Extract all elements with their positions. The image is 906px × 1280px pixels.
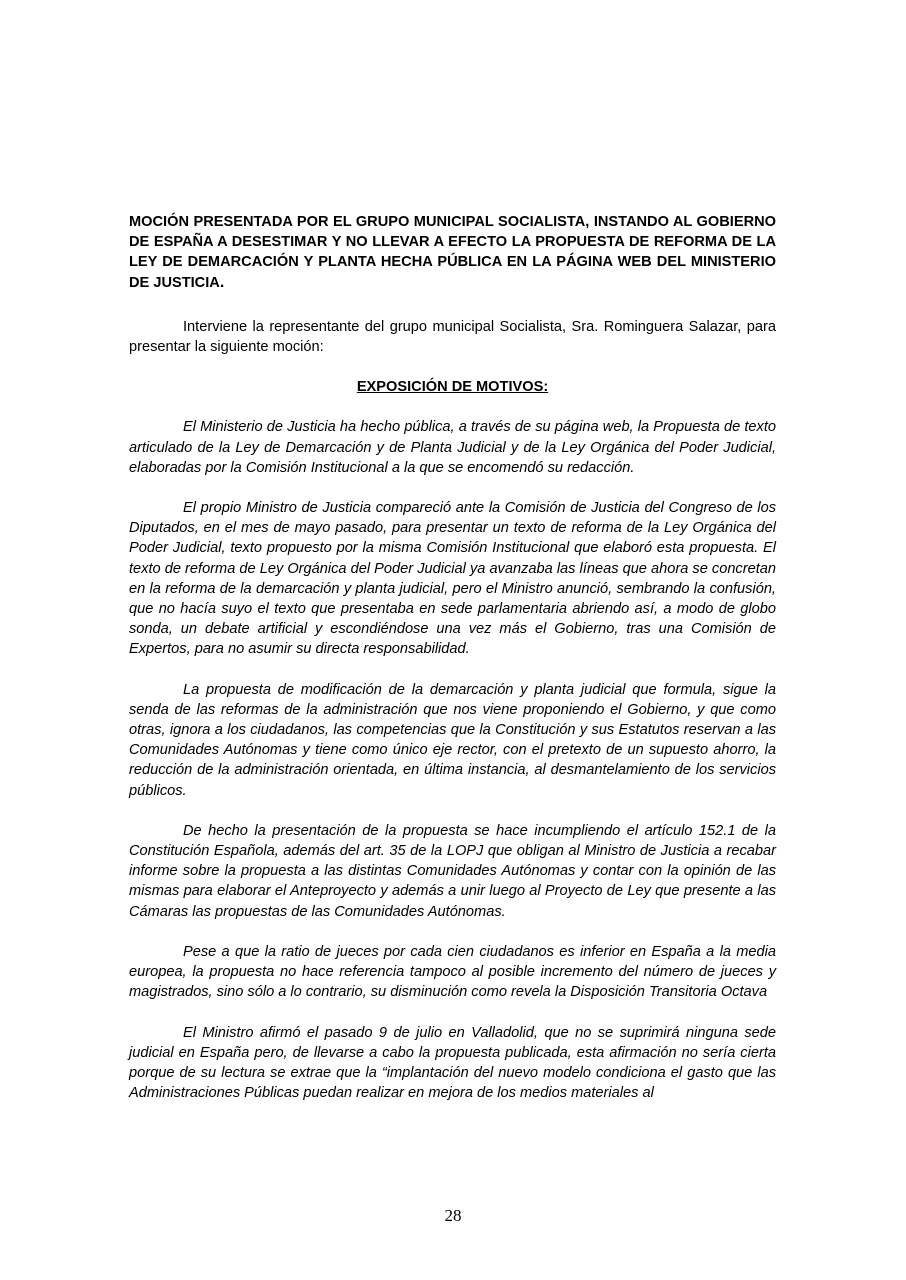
body-paragraph-4: De hecho la presentación de la propuesta se hace incumpliendo el artículo 152.1 de la Constitución Española, además del art. 35 de la LOPJ que obligan al Ministro de Justicia a recabar informe sobre la propuesta a las distintas Comunidades Autónomas y contar con la opinión de las mismas para elaborar el Anteproyecto y además a unir luego al Proyecto de Ley que presente a las Cámaras las propuestas de las Comunidades Autónomas. — [129, 822, 776, 920]
page-number: 28 — [444, 1206, 462, 1225]
section-heading: EXPOSICIÓN DE MOTIVOS: — [356, 379, 549, 396]
body-paragraph-1: El Ministerio de Justicia ha hecho pública, a través de su página web, la Propuesta de texto articulado de la Ley de Demarcación y de Planta Judicial y de la Ley Orgánica del Poder Judicial, elaboradas por la Comisión Institucional a la que se encomendó su redacción. — [129, 419, 776, 476]
body-paragraph-5: Pese a que la ratio de jueces por cada cien ciudadanos es inferior en España a la media europea, la propuesta no hace referencia tampoco al posible incremento del número de jueces y magistrados, sino sólo a lo contrario, su disminución como revela la Disposición Transitoria Octava — [129, 943, 776, 1001]
body-paragraph-3: La propuesta de modificación de la demarcación y planta judicial que formula, sigue la senda de las reformas de la administración que nos viene proponiendo el Gobierno, y que como otras, ignora a los ciudadanos, las competencias que la Constitución y sus Estatutos reservan a las Comunidades Autónomas y tiene como único eje rector, con el pretexto de un supuesto ahorro, la reducción de la administración orientada, en última instancia, al desmantelamiento de los servicios públicos. — [129, 681, 776, 799]
motion-title-text: MOCIÓN PRESENTADA POR EL GRUPO MUNICIPAL SOCIALISTA, INSTANDO AL GOBIERNO DE ESPAÑA A DESESTIMAR Y NO LLEVAR A EFECTO LA PROPUESTA DE REFORMA DE LA LEY DE DEMARCACIÓN Y PLANTA HECHA PÚBLICA EN LA PÁGINA WEB DEL MINISTERIO DE JUSTICIA — [129, 214, 776, 291]
intro-paragraph: Interviene la representante del grupo municipal Socialista, Sra. Rominguera Salazar, para presentar la siguiente moción: — [129, 318, 776, 356]
motion-title — [129, 212, 776, 293]
body-paragraph-6: El Ministro afirmó el pasado 9 de julio en Valladolid, que no se suprimirá ninguna sede judicial en España pero, de llevarse a cabo la propuesta publicada, esta afirmación no sería cierta porque de su lectura se extrae que la “implantación del nuevo modelo condiciona el gasto que las Administraciones Públicas puedan realizar en mejora de los medios materiales al — [129, 1024, 776, 1102]
motion-title-period: . — [219, 273, 225, 291]
document-page — [129, 212, 776, 1103]
body-paragraph-2: El propio Ministro de Justicia compareció ante la Comisión de Justicia del Congreso de los Diputados, en el mes de mayo pasado, para presentar un texto de reforma de la Ley Orgánica del Poder Judicial, texto propuesto por la misma Comisión Institucional que elaboró esta propuesta. El texto de reforma de Ley Orgánica del Poder Judicial ya avanzaba las líneas que ahora se concretan en la reforma de la demarcación y planta judicial, pero el Ministro anunció, sembrando la confusión, que no hacía suyo el texto que presentaba en sede parlamentaria abriendo así, a modo de globo sonda, un debate artificial y escondiéndose una vez más el Gobierno, tras una Comisión de Expertos, para no asumir su directa responsabilidad. — [129, 500, 776, 658]
